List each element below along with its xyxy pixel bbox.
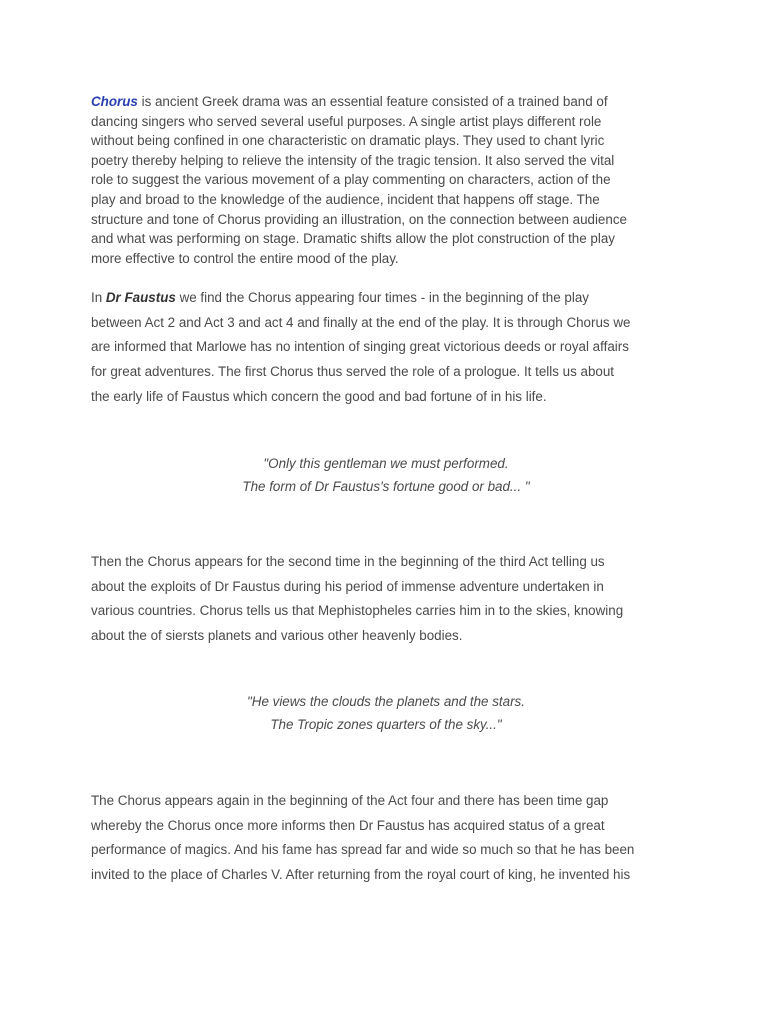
paragraph-2-text: we find the Chorus appearing four times - in the beginning of the play between Act 2 and Act 3 and act 4 and finally at the end of the play. It is through Chorus we are informed that Marlowe has no intention of singing great victorious deeds or royal affairs for great adventures. The first Chorus thus served the role of a prologue. It tells us about the early life of Faustus which concern the good and bad fortune of in his life. (91, 290, 631, 404)
quote-1-line-1: "Only this gentleman we must performed. (263, 456, 509, 471)
paragraph-third-chorus: The Chorus appears again in the beginning of the Act four and there has been time gap whereby the Chorus once more informs then Dr Faustus has acquired status of a great performance of magics. And his fame has spread far and wide so much so that he has been invited to the place of Charles V. After returning from the royal court of king, he invented his (91, 793, 635, 883)
paragraph-2-prefix: In (91, 290, 106, 305)
block-quote-2 (91, 690, 681, 736)
paragraph-second-chorus: Then the Chorus appears for the second time in the beginning of the third Act telling us about the exploits of Dr Faustus during his period of immense adventure undertaken in various countries. Chorus tells us that Mephistopheles carries him in to the skies, knowing about the of siersts planets and various other heavenly bodies. (91, 554, 624, 644)
quote-2-line-2: The Tropic zones quarters of the sky..." (270, 717, 502, 732)
dr-faustus-title: Dr Faustus (105, 290, 176, 305)
quote-2-line-1: "He views the clouds the planets and the stars. (247, 694, 525, 709)
paragraph-dr-faustus (91, 286, 691, 410)
block-quote-1 (91, 452, 681, 498)
quote-1-line-2: The form of Dr Faustus's fortune good or bad... " (242, 479, 530, 494)
paragraph-chorus-intro (91, 92, 681, 268)
chorus-term: Chorus (91, 94, 138, 109)
paragraph-1-text: is ancient Greek drama was an essential feature consisted of a trained band of dancing singers who served several useful purposes. A single artist plays different role without being confined in one characteristic on dramatic plays. They used to chant lyric poetry thereby helping to relieve the intensity of the tragic tension. It also served the vital role to suggest the various movement of a play commenting on characters, action of the play and broad to the knowledge of the audience, incident that happens off stage. The structure and tone of Chorus providing an illustration, on the connection between audience and what was performing on stage. Dramatic shifts allow the plot construction of the play more effective to control the entire mood of the play. (91, 94, 627, 266)
